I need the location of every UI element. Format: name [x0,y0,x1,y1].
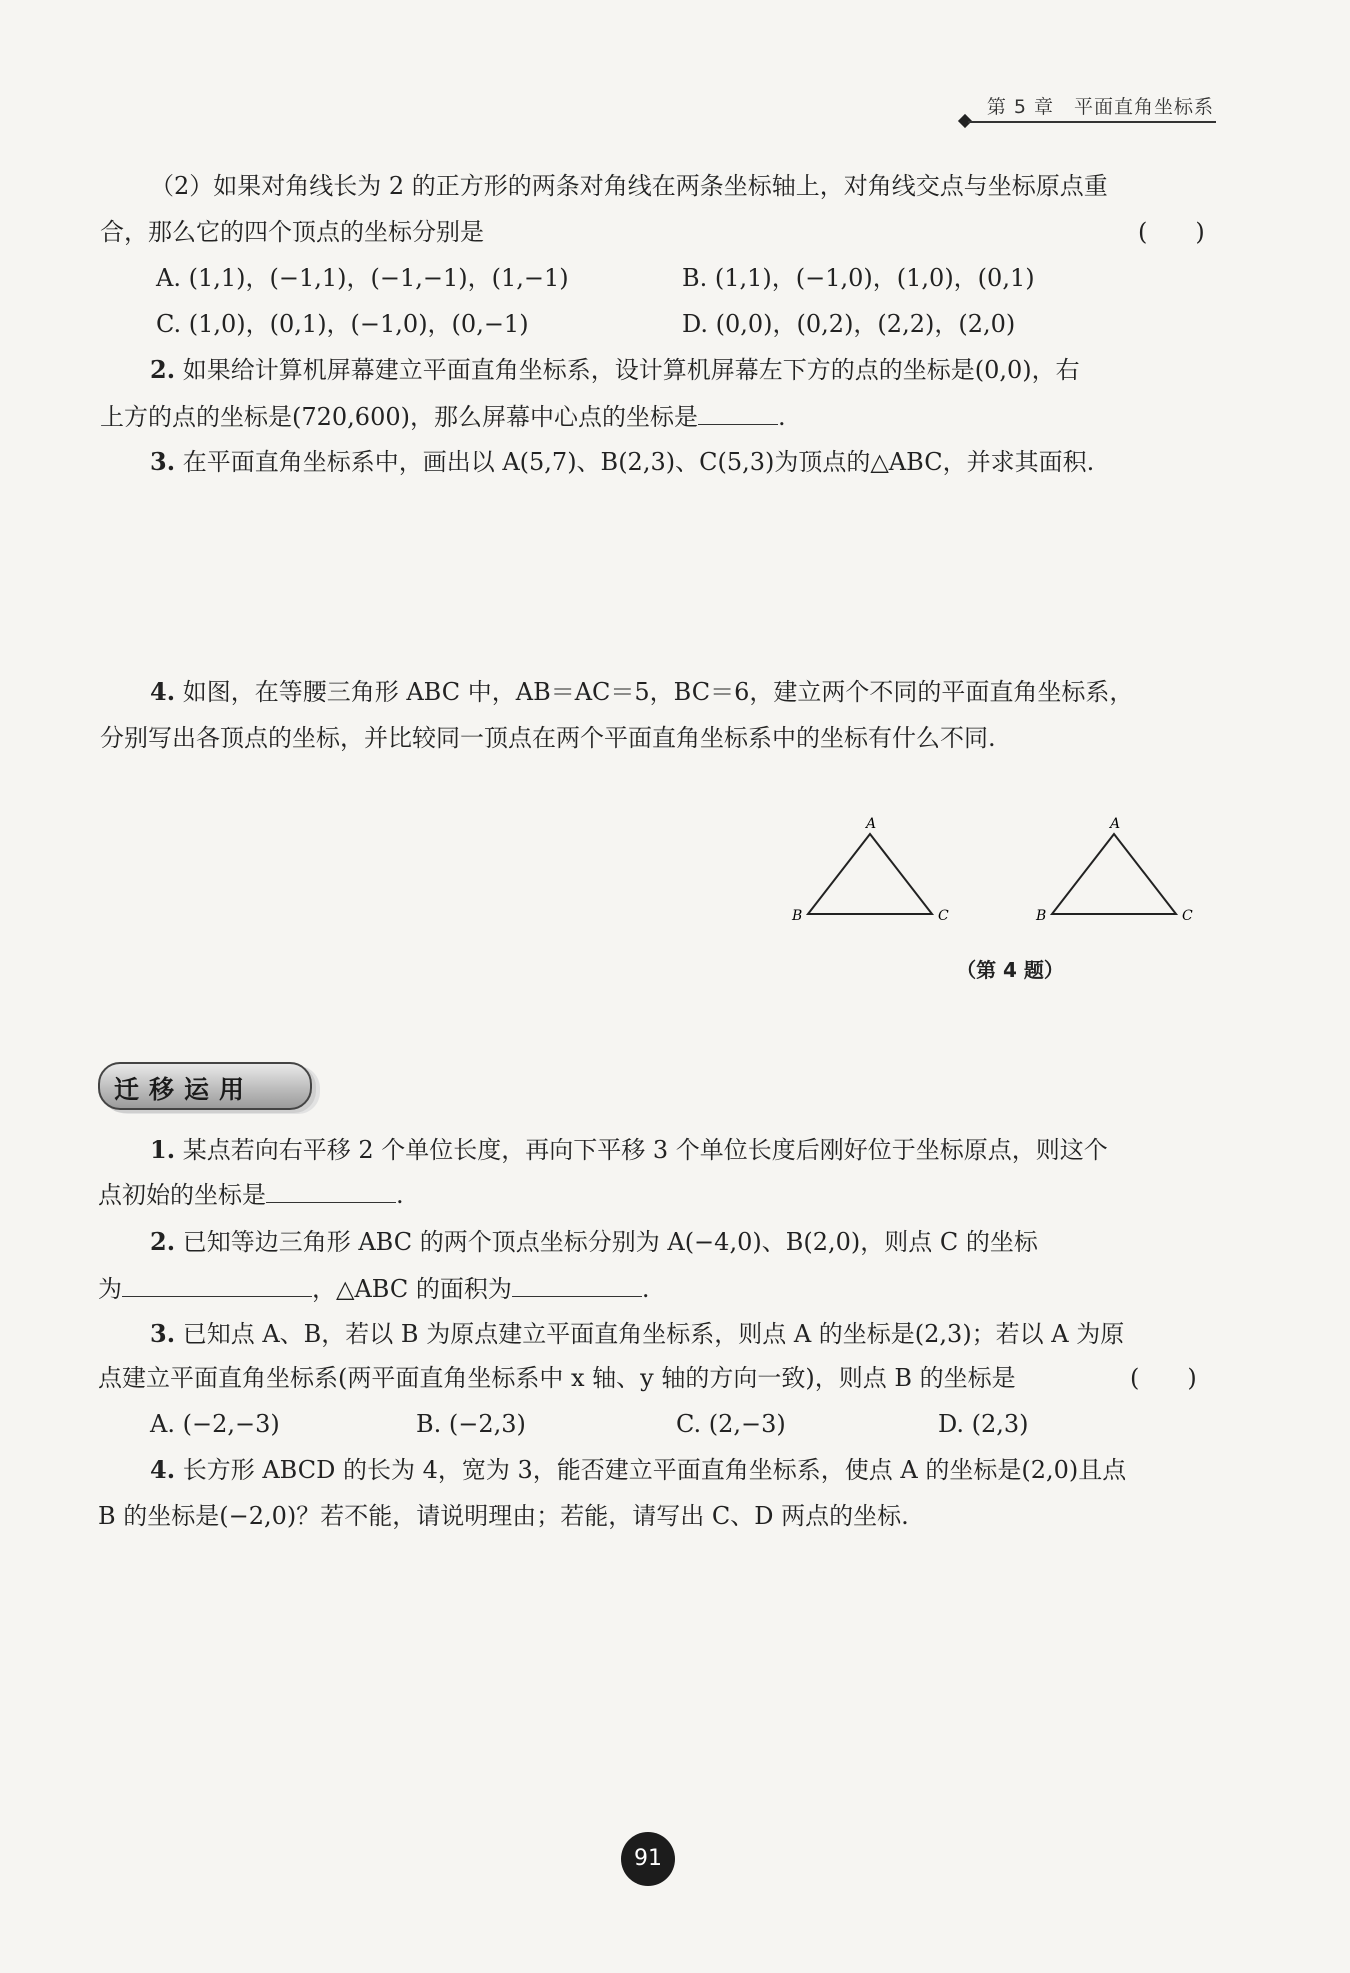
chapter-header [960,92,1220,122]
q1-2-answer-paren: ( ) [1138,218,1205,246]
t1-end: . [396,1181,404,1209]
section-title: 迁移运用 [114,1075,255,1104]
t3-option-b: B. (−2,3) [416,1410,526,1438]
section-badge [98,1062,312,1110]
t2-answer-blank-c[interactable] [122,1272,312,1297]
q2-answer-blank[interactable] [698,400,778,425]
t3-line1 [150,1318,1124,1350]
triangle-left-label-c: C [938,908,949,924]
triangle-right [1035,816,1193,924]
t2-text2b: ，△ABC 的面积为 [312,1275,512,1303]
q1-2-option-b: B. (1,1)，(−1,0)，(1,0)，(0,1) [682,264,1035,292]
chapter-title: 第 5 章 平面直角坐标系 [986,96,1214,118]
q4-line2: 分别写出各顶点的坐标，并比较同一顶点在两个平面直角坐标系中的坐标有什么不同. [100,724,996,752]
triangle-right-label-c: C [1182,908,1193,924]
triangle-right-label-b: B [1036,908,1047,924]
q2-text1: 如果给计算机屏幕建立平面直角坐标系，设计算机屏幕左下方的点的坐标是(0,0)，右 [182,356,1080,384]
t1-number: 1. [150,1135,176,1164]
t4-text1: 长方形 ABCD 的长为 4，宽为 3，能否建立平面直角坐标系，使点 A 的坐标是(2,0)且点 [182,1456,1127,1484]
t1-answer-blank[interactable] [266,1178,396,1203]
t2-text1: 已知等边三角形 ABC 的两个顶点坐标分别为 A(−4,0)、B(2,0)，则点 C 的坐标 [182,1228,1038,1256]
t1-text1: 某点若向右平移 2 个单位长度，再向下平移 3 个单位长度后刚好位于坐标原点，则这个 [182,1136,1108,1164]
triangle-left-label-b: B [792,908,803,924]
q4-triangle-figure [780,810,1200,930]
t1-text2: 点初始的坐标是 [98,1181,266,1209]
t3-line2: 点建立平面直角坐标系(两平面直角坐标系中 x 轴、y 轴的方向一致)，则点 B 的坐标是 [98,1364,1016,1392]
q2-end: . [777,403,786,431]
q2-line2 [100,400,786,433]
t1-line1 [150,1134,1108,1166]
t3-option-d: D. (2,3) [938,1410,1029,1438]
figure-caption: （第 4 题） [956,958,1064,982]
t2-text2a: 为 [98,1275,122,1303]
t4-line2: B 的坐标是(−2,0)？若不能，请说明理由；若能，请写出 C、D 两点的坐标. [98,1502,909,1530]
q1-2-option-d: D. (0,0)，(0,2)，(2,2)，(2,0) [682,310,1016,338]
triangle-left-label-a: A [866,816,877,832]
t2-number: 2. [150,1227,176,1256]
t2-end: . [641,1275,650,1303]
triangle-right-label-a: A [1110,816,1121,832]
t3-answer-paren: ( ) [1130,1364,1197,1392]
t3-number: 3. [150,1319,176,1348]
q1-2-line1: （2）如果对角线长为 2 的正方形的两条对角线在两条坐标轴上，对角线交点与坐标原点重 [150,172,1108,200]
t3-option-c: C. (2,−3) [676,1410,786,1438]
t4-number: 4. [150,1455,176,1484]
t2-line2 [98,1272,650,1305]
q2-text2: 上方的点的坐标是(720,600)，那么屏幕中心点的坐标是 [100,403,698,431]
t2-answer-blank-area[interactable] [512,1272,642,1297]
t4-line1 [150,1454,1126,1486]
q1-2-option-a: A. (1,1)，(−1,1)，(−1,−1)，(1,−1) [156,264,569,292]
t3-text1: 已知点 A、B，若以 B 为原点建立平面直角坐标系，则点 A 的坐标是(2,3)；若以 A 为原 [182,1320,1125,1348]
q3-number: 3. [150,447,176,476]
q4-number: 4. [150,677,176,706]
q4-line1 [150,676,1133,708]
q3-text: 在平面直角坐标系中，画出以 A(5,7)、B(2,3)、C(5,3)为顶点的△ABC，并求其面积. [182,448,1095,476]
q2-line1 [150,354,1080,386]
t3-option-a: A. (−2,−3) [150,1410,280,1438]
triangle-left [791,816,949,924]
q4-text1: 如图，在等腰三角形 ABC 中，AB＝AC＝5，BC＝6，建立两个不同的平面直角坐标系， [182,678,1134,706]
q1-2-line2: 合，那么它的四个顶点的坐标分别是 [100,218,484,246]
t2-line1 [150,1226,1038,1258]
page-number: 91 [621,1832,675,1886]
t1-line2 [98,1178,404,1211]
q2-number: 2. [150,355,176,384]
header-rule [968,121,1216,123]
q3-line [150,446,1094,478]
q1-2-option-c: C. (1,0)，(0,1)，(−1,0)，(0,−1) [156,310,529,338]
